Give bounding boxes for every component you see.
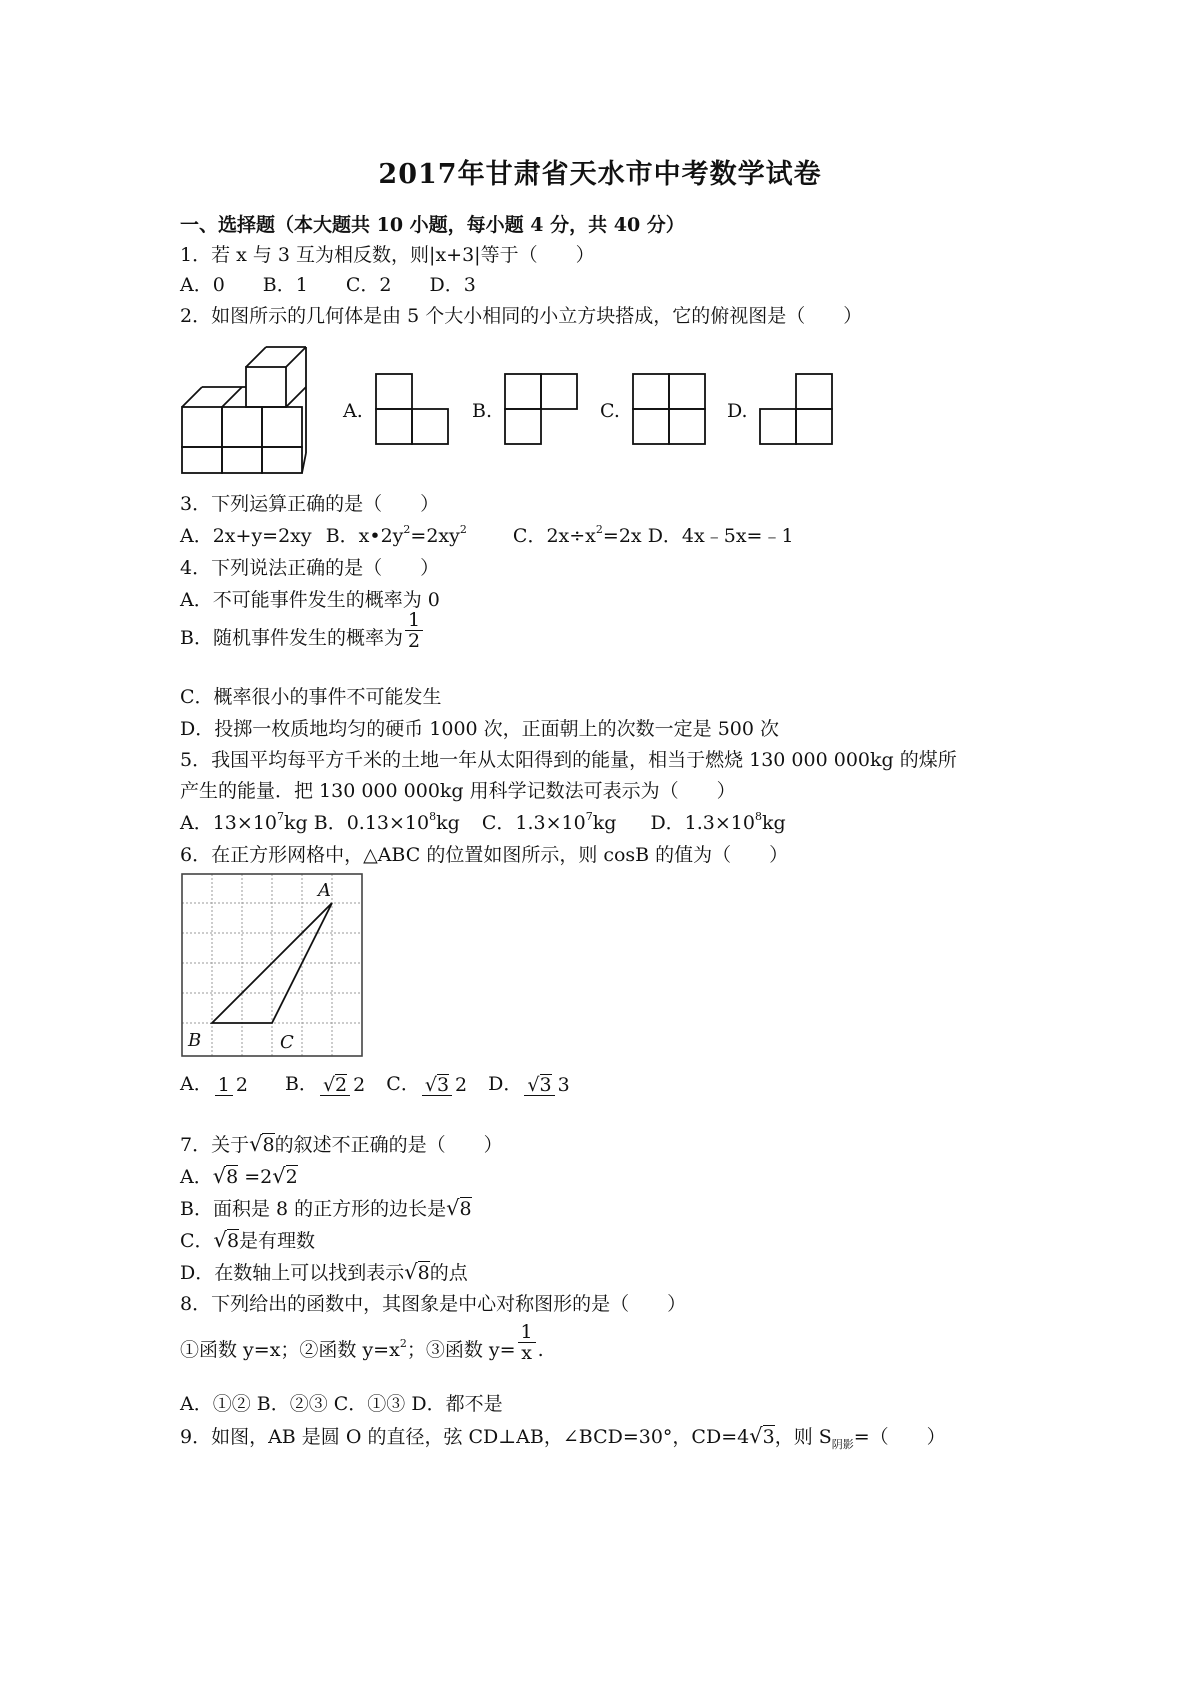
q3-stem: 3．下列运算正确的是（ ）: [180, 493, 440, 515]
q2-option-c-view: [631, 372, 707, 446]
q6-option-d: D． √3 3: [488, 1073, 570, 1096]
q7-option-c: C．√8是有理数: [180, 1228, 316, 1252]
q2-option-a-label: A.: [343, 400, 363, 422]
q5-option-c: C．$1.3\times 10^7kg$: [481, 810, 617, 834]
q6-option-c: C． √3 2: [386, 1073, 468, 1096]
q6-options: [180, 1072, 575, 1122]
q4-option-c: C．概率很小的事件不可能发生: [180, 686, 442, 708]
q2-option-a-view: [374, 372, 450, 446]
q5-option-d: D．$1.3\times 10^8kg$: [650, 810, 786, 834]
q9-stem: 9．如图，AB 是圆 O 的直径，弦 CD⊥AB，∠BCD=30°，CD=4√3，则 $S_{阴影}=$（ ）: [180, 1424, 946, 1451]
q5-option-a: A．$13\times 10^7kg$: [180, 810, 308, 834]
q6-point-b: B: [188, 1030, 202, 1051]
q6-point-a: A: [318, 880, 331, 901]
q2-option-b-label: B.: [472, 400, 493, 422]
q6-stem: 6．在正方形网格中，△ABC 的位置如图所示，则 cosB 的值为（ ）: [180, 844, 789, 866]
q1-stem: 1．若 x 与 3 互为相反数，则|x+3|等于（ ）: [180, 244, 595, 266]
q4-option-b: B．随机事件发生的概率为 $\frac{1}{2}$: [180, 626, 425, 651]
q2-stem: 2．如图所示的几何体是由 5 个大小相同的小立方块搭成，它的俯视图是（ ）: [180, 305, 863, 327]
q2-option-d-view: [758, 372, 834, 446]
q6-option-b: B． √2 2: [284, 1073, 366, 1096]
q7-option-b: B．面积是 8 的正方形的边长是√8: [180, 1196, 472, 1220]
q2-option-b-view: [503, 372, 579, 446]
q3-option-c: C．$2x\div x^2=2x$: [512, 523, 642, 547]
q5-stem-line2: 产生的能量．把 130 000 000kg 用科学记数法可表示为（ ）: [180, 780, 736, 802]
q3-option-b: B．$x•2y^2=2xy^2$: [325, 523, 467, 547]
q3-option-d: D．4x﹣5x=﹣1: [647, 525, 794, 547]
q1-options: A．0 B．1 C．2 D．3: [180, 274, 476, 296]
q5-option-b: B．$0.13\times 10^8kg$: [313, 810, 460, 834]
q8-stem: 8．下列给出的函数中，其图象是中心对称图形的是（ ）: [180, 1293, 687, 1315]
q8-options: A．①② B．②③ C．①③ D．都不是: [180, 1393, 503, 1415]
q2-solid-figure: [180, 345, 320, 475]
q4-option-a: A．不可能事件发生的概率为 0: [180, 589, 440, 611]
q6-option-a: A． 1 2: [180, 1073, 248, 1096]
q3-option-a: A．2x+y=2xy: [180, 525, 312, 547]
q4-option-d: D．投掷一枚质地均匀的硬币 1000 次，正面朝上的次数一定是 500 次: [180, 718, 780, 740]
q5-options: [180, 811, 786, 835]
q8-functions: ①函数 y=x；②函数 $y=x^2$；③函数 y= $\frac{1}{x}$ .: [180, 1320, 544, 1364]
q6-point-c: C: [280, 1032, 294, 1053]
q7-option-d: D．在数轴上可以找到表示√8的点: [180, 1260, 468, 1284]
section-heading: 一、选择题（本大题共 10 小题，每小题 4 分，共 40 分）: [180, 214, 685, 236]
page-title: 2017年甘肃省天水市中考数学试卷: [378, 159, 822, 190]
q4-stem: 4．下列说法正确的是（ ）: [180, 557, 440, 579]
q5-stem-line1: 5．我国平均每平方千米的土地一年从太阳得到的能量，相当于燃烧 130 000 000kg 的煤所: [180, 749, 957, 771]
q2-option-d-label: D.: [727, 400, 748, 422]
q3-options: [180, 524, 794, 548]
q7-option-a: A．√8 =2√2: [180, 1164, 298, 1188]
q6-grid-figure: [180, 872, 364, 1058]
q2-option-c-label: C.: [600, 400, 620, 422]
q7-stem: 7．关于√8的叙述不正确的是（ ）: [180, 1132, 503, 1156]
